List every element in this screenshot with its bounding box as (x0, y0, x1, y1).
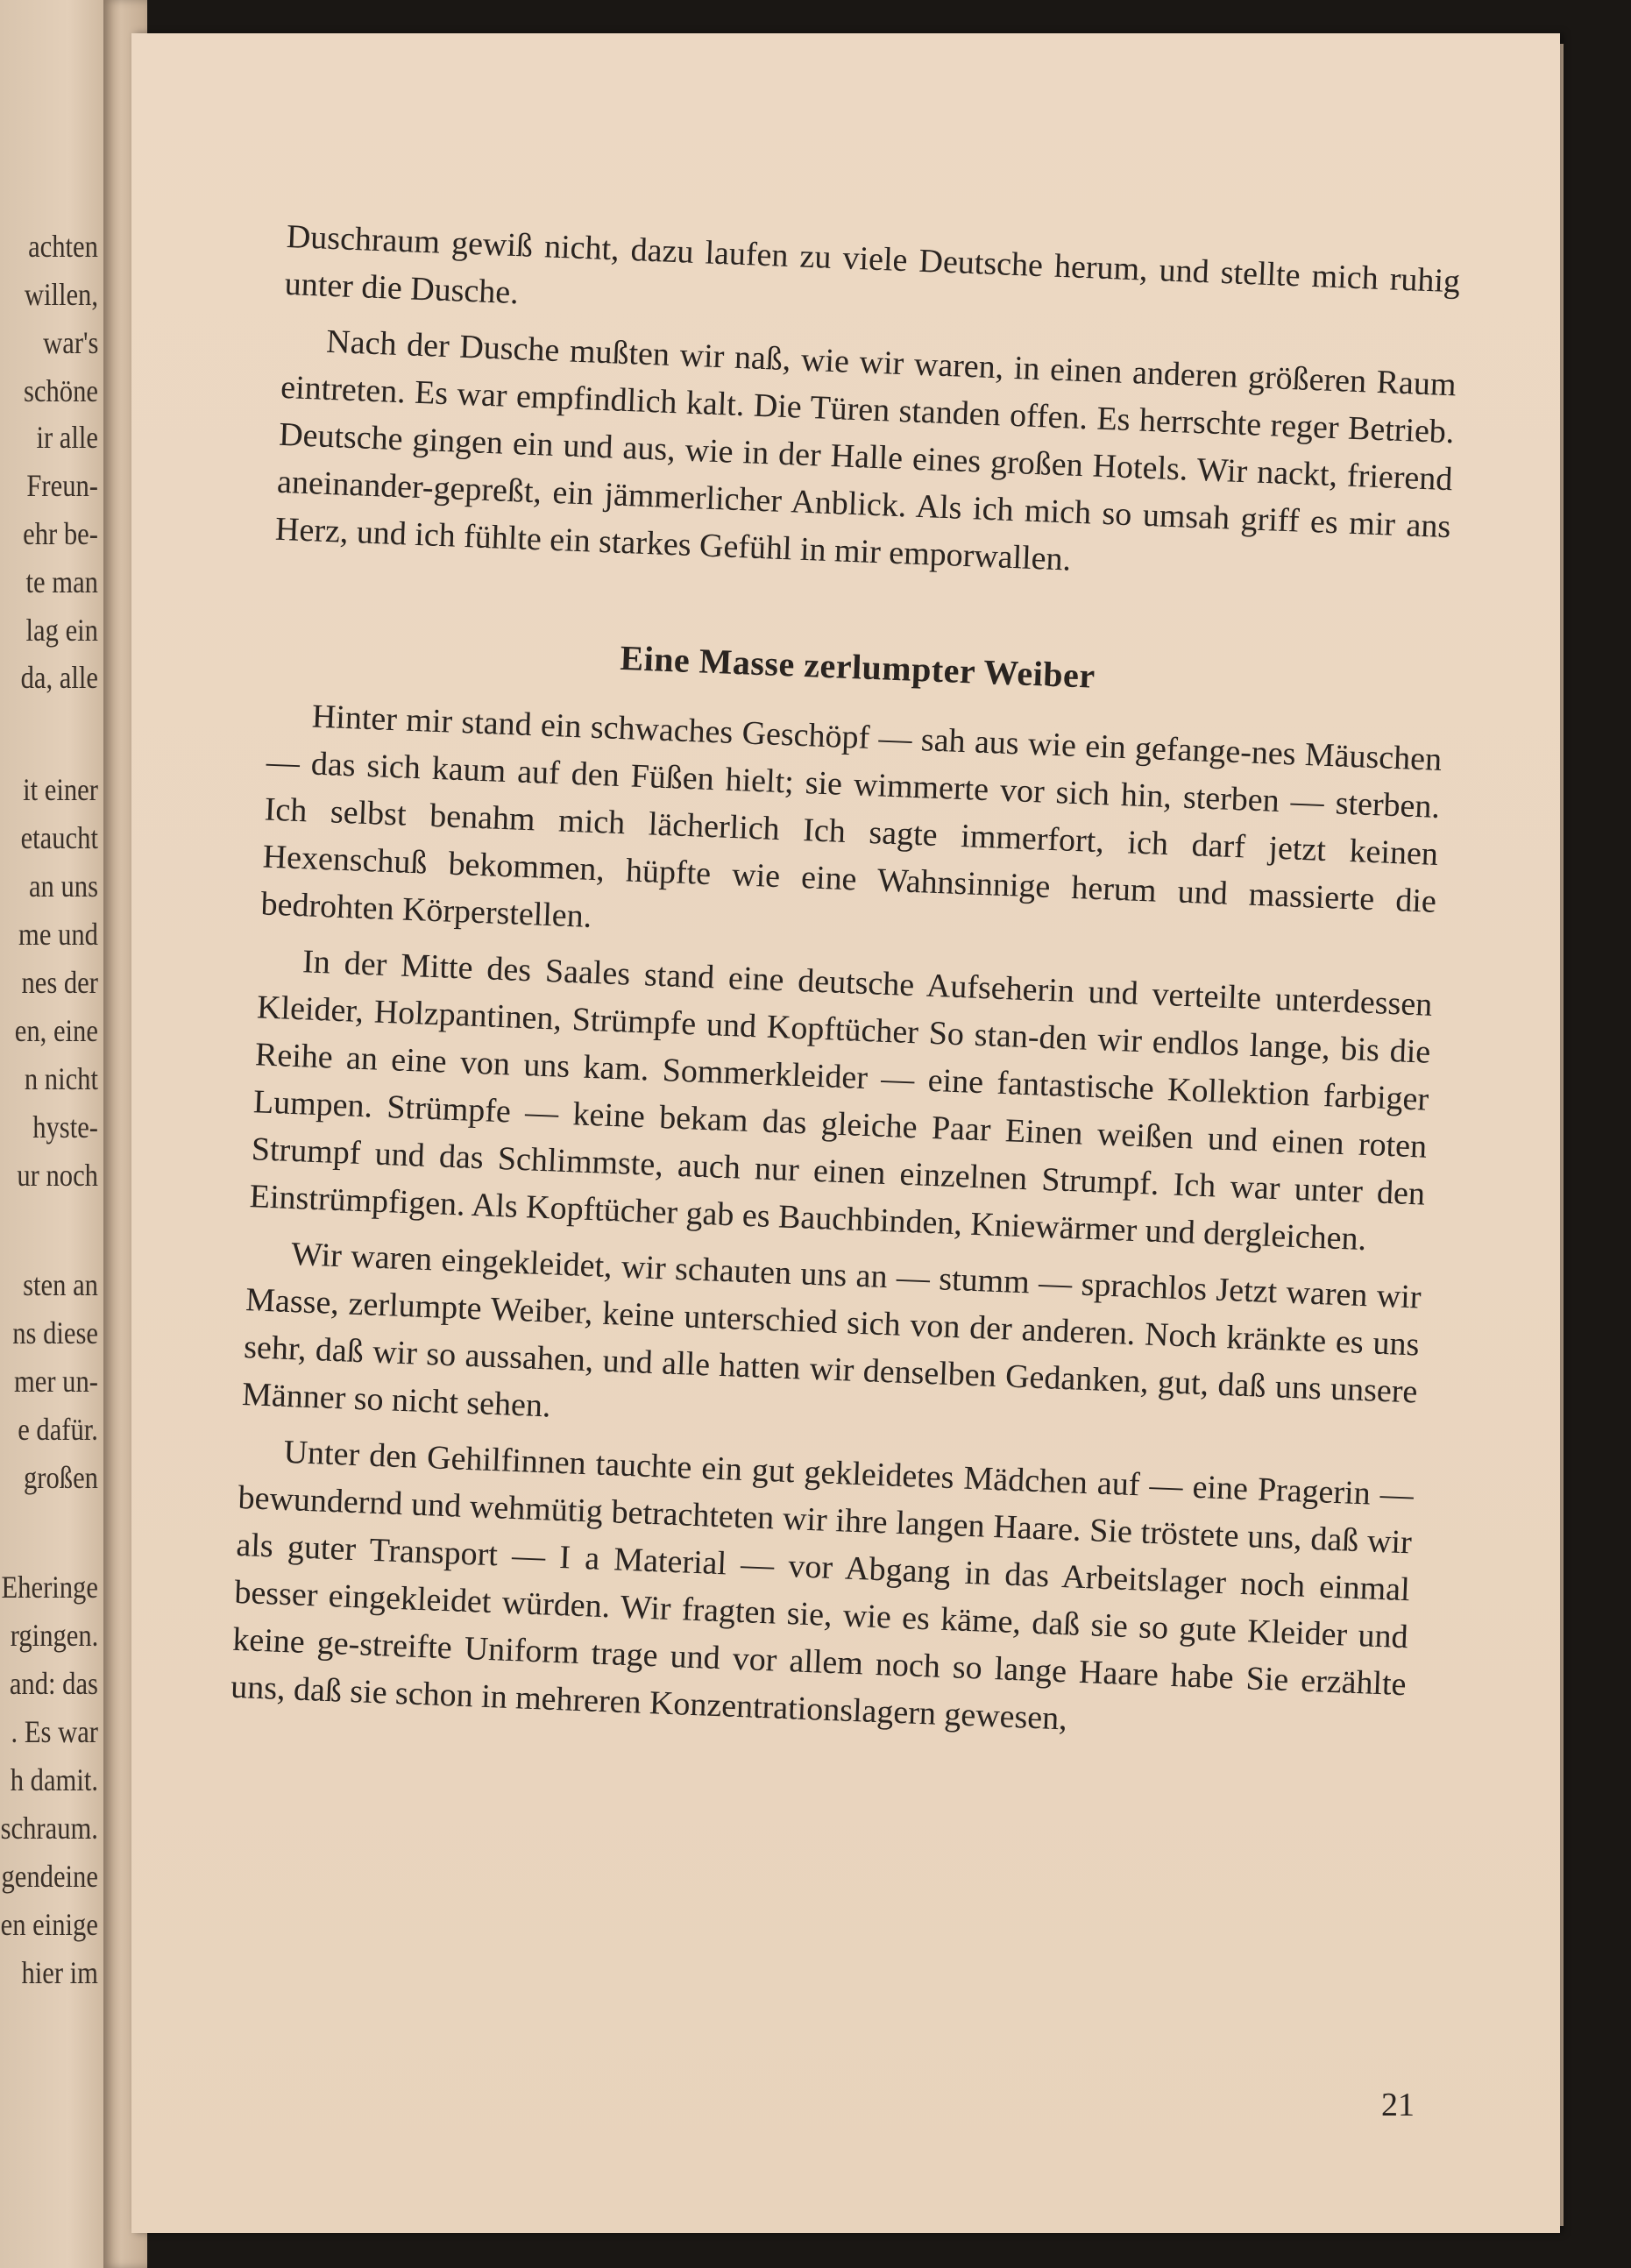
left-page-text-fragment: and: das (9, 1666, 98, 1701)
left-page-edge (0, 0, 114, 2268)
left-page-text-fragment: schraum. (0, 1811, 98, 1846)
left-page-text-fragment: da, alle (20, 660, 98, 695)
left-page-text-fragment: en einige (0, 1907, 98, 1942)
left-page-text-fragment: war's (42, 325, 98, 360)
paragraph: Duschraum gewiß nicht, dazu laufen zu viele Deutsche herum, und stellte mich ruhig unter die Dusche. (284, 217, 1461, 312)
left-page-text-fragment: willen, (24, 277, 98, 312)
left-page-text-fragment: me und (18, 917, 98, 952)
left-page-text-fragment: ur noch (17, 1158, 98, 1193)
text-block (230, 213, 1461, 1755)
left-page-text-fragment: e dafür. (18, 1412, 98, 1447)
book-page (131, 33, 1560, 2233)
left-page-text-fragment: en, eine (14, 1013, 98, 1048)
left-page-text-fragment: etaucht (20, 820, 98, 855)
paragraph: Nach der Dusche mußten wir naß, wie wir waren, in einen anderen größeren Raum eintreten. Es war empfindlich kalt. Die Türen standen offen. Es herrschte reger Betrieb. Deutsche gingen ein und aus, wie in der Halle eines großen Hotels. Wir nackt, frierend aneinander-gepreßt, ein jämmerlicher Anblick. Als ich mich so umsah griff es mir ans Herz, und ich fühlte ein starkes Gefühl in mir emporwallen. (274, 322, 1457, 578)
left-page-text-fragment: lag ein (25, 613, 98, 648)
left-page-text-fragment: mer un- (13, 1364, 98, 1399)
left-page-text-fragment: gendeine (1, 1859, 98, 1894)
left-page-text-fragment: hier im (21, 1955, 98, 1990)
left-page-text-fragment: ehr be- (23, 516, 98, 551)
left-page-text-fragment: nes der (21, 965, 98, 1000)
page-number: 21 (1381, 2087, 1415, 2123)
left-page-text-fragment: ir alle (36, 420, 98, 455)
left-page-text-fragment: rgingen. (10, 1618, 98, 1653)
left-page-text-fragment: Freun- (26, 468, 98, 503)
left-page-text-fragment: Eheringe (1, 1570, 98, 1605)
left-page-text-fragment: an uns (28, 868, 98, 904)
paragraph: Wir waren eingekleidet, wir schauten uns an — stumm — sprachlos Jetzt waren wir Masse, zerlumpte Weiber, keine unterschied sich von der anderen. Noch kränkte es uns sehr, daß wir so aussahen, und alle hatten wir denselben Gedanken, gut, daß uns unsere Männer so nicht sehen. (241, 1236, 1422, 1425)
left-page-text-fragment: sten an (23, 1267, 98, 1302)
left-page-text-fragment: achten (28, 229, 98, 264)
section-heading: Eine Masse zerlumpter Weiber (619, 637, 1096, 696)
left-page-text-fragment: . Es war (11, 1714, 98, 1749)
left-page-text-fragment: h damit. (10, 1762, 98, 1797)
left-page-text-fragment: schöne (24, 373, 98, 408)
left-page-text-fragment: hyste- (32, 1109, 98, 1145)
left-page-text-fragment: großen (24, 1460, 98, 1495)
paragraph: In der Mitte des Saales stand eine deutsche Aufseherin und verteilte unterdessen Kleider, Holzpantinen, Strümpfe und Kopftücher So stan-den wir endlos lange, bis die Reihe an eine von uns kam. Sommerkleider — eine fantastische Kollektion farbiger Lumpen. Strümpfe — keine bekam das gleiche Paar Einen weißen und einen roten Strumpf und das Schlimmste, auch nur einen einzelnen Strumpf. Ich war unter den Einstrümpfigen. Als Kopftücher gab es Bauchbinden, Kniewärmer und dergleichen. (249, 943, 1434, 1258)
left-page-text-fragment: ns diese (12, 1315, 98, 1350)
left-page-text-fragment: n nicht (24, 1061, 98, 1096)
left-page-text-fragment: it einer (23, 772, 98, 807)
left-page-text-fragment: te man (25, 564, 98, 599)
paragraph: Hinter mir stand ein schwaches Geschöpf — sah aus wie ein gefange-nes Mäuschen — das sich kaum auf den Füßen hielt; sie wimmerte vor sich hin, sterben — sterben. Ich selbst benahm mich lächerlich Ich sagte immerfort, ich darf jetzt keinen Hexenschuß bekommen, hüpfte wie eine Wahnsinnige herum und massierte die bedrohten Körperstellen. (259, 698, 1443, 935)
paragraph: Unter den Gehilfinnen tauchte ein gut gekleidetes Mädchen auf — eine Pragerin — bewundernd und wehmütig betrachteten wir ihre langen Haare. Sie tröstete uns, daß wir als guter Transport — I a Material — vor Abgang in das Arbeitslager noch einmal besser eingekleidet würden. Wir fragten sie, wie es käme, daß sie so gute Kleider und keine ge-streifte Uniform trage und vor allem noch so lange Haare habe Sie erzählte uns, daß sie schon in mehreren Konzentrationslagern gewesen, (230, 1433, 1415, 1738)
